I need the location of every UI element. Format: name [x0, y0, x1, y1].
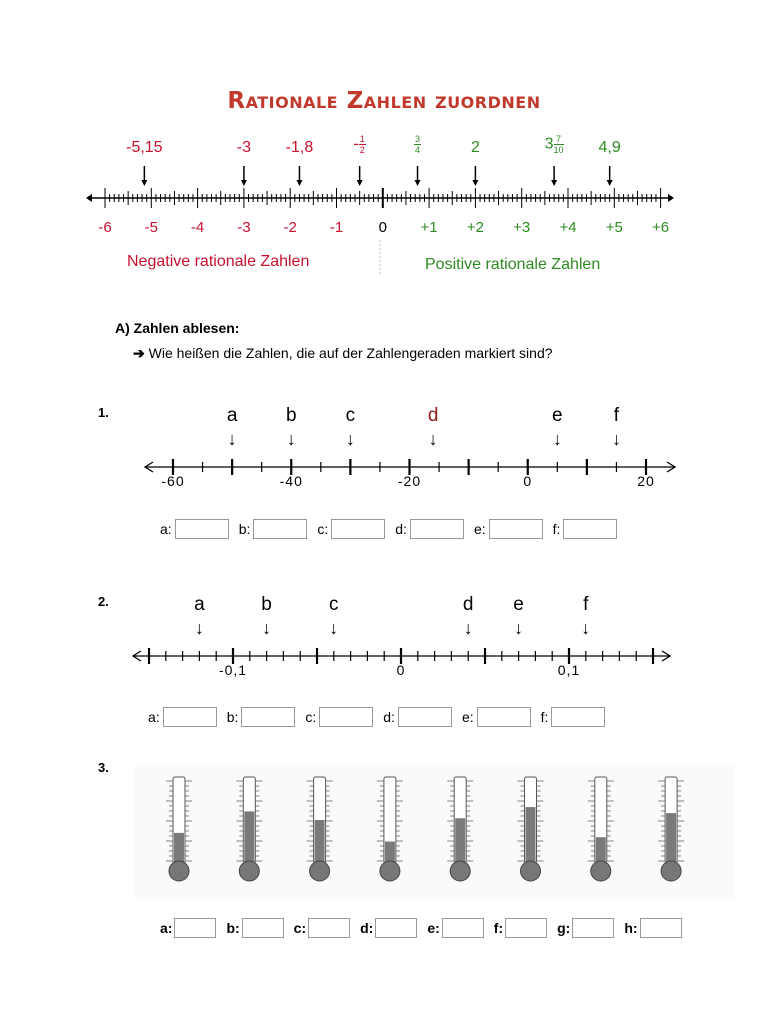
marker-letter: a [194, 594, 205, 615]
marker-letter: e [513, 594, 524, 615]
section-a-heading: A) Zahlen ablesen: [115, 320, 240, 336]
marker-letter: a [226, 405, 238, 426]
down-arrow-icon: ↓ [552, 429, 562, 449]
header-marker-arrowhead [357, 180, 363, 186]
answer-box[interactable] [163, 707, 217, 727]
header-bottom-label: +2 [466, 219, 484, 236]
answer-label: h: [624, 920, 638, 936]
answer-item [462, 707, 531, 727]
answer-box[interactable] [253, 519, 307, 539]
header-marker-arrowhead [607, 180, 613, 186]
marker-letter: b [261, 594, 272, 615]
axis-label: -40 [279, 473, 303, 489]
answer-item [317, 519, 385, 539]
answer-item [557, 918, 614, 938]
answer-box[interactable] [563, 519, 617, 539]
fraction [359, 134, 366, 155]
frac-sign: - [353, 135, 359, 153]
exercise-1-label: 1. [98, 405, 109, 420]
answer-item [383, 707, 452, 727]
answer-label: d: [395, 521, 407, 537]
marker-letter: c [345, 405, 356, 426]
answer-box[interactable] [505, 918, 547, 938]
answer-label: d: [383, 709, 395, 725]
answer-item [624, 918, 681, 938]
answer-item [553, 519, 618, 539]
frac-denominator: 2 [359, 145, 365, 155]
exercise-2-label: 2. [98, 594, 109, 609]
header-bottom-label: -3 [237, 219, 251, 236]
answer-item [148, 707, 217, 727]
header-bottom-label: -4 [190, 219, 205, 236]
header-axis-arrowhead-left [86, 194, 92, 202]
answer-label: f: [493, 920, 504, 936]
down-arrow-icon: ↓ [194, 618, 204, 638]
thermometer-bulb [661, 861, 681, 881]
positive-caption: Positive rationale Zahlen [425, 256, 601, 273]
answer-item [160, 918, 216, 938]
header-top-label [330, 134, 390, 155]
thermometer-fill [455, 818, 465, 863]
down-arrow-icon: ↓ [428, 429, 438, 449]
answer-label: a: [148, 709, 160, 725]
exercise-1-answers [160, 519, 627, 539]
answer-item [227, 707, 296, 727]
axis-label: 0 [396, 662, 406, 678]
answer-item [360, 918, 417, 938]
down-arrow-icon: ↓ [345, 429, 355, 449]
answer-box[interactable] [398, 707, 452, 727]
answer-item [541, 707, 606, 727]
header-number-line [0, 160, 768, 220]
negative-caption: Negative rationale Zahlen [127, 253, 310, 270]
thermometer-bulb [310, 861, 330, 881]
thermometer-fill [315, 820, 325, 863]
answer-label: c: [293, 920, 307, 936]
marker-letter: f [583, 594, 589, 615]
down-arrow-icon: ↓ [581, 618, 591, 638]
down-arrow-icon: ↓ [262, 618, 272, 638]
marker-letter: c [329, 594, 339, 615]
answer-item [395, 519, 464, 539]
answer-item [474, 519, 543, 539]
header-marker-arrowhead [241, 180, 247, 186]
answer-label: b: [226, 709, 239, 725]
answer-box[interactable] [308, 918, 350, 938]
header-marker-arrowhead [296, 180, 302, 186]
answer-item [494, 918, 547, 938]
header-bottom-label: -1 [329, 219, 344, 236]
exercise-3-answers [160, 918, 692, 938]
thermometer-bulb [239, 861, 259, 881]
answer-item [427, 918, 483, 938]
answer-label: a: [160, 521, 172, 537]
header-marker-arrowhead [551, 180, 557, 186]
answer-box[interactable] [640, 918, 682, 938]
marker-letter: b [285, 405, 297, 426]
answer-box[interactable] [319, 707, 373, 727]
header-bottom-label: +6 [652, 219, 670, 236]
frac-numerator: 7 [554, 134, 564, 145]
answer-label: g: [557, 920, 571, 936]
answer-box[interactable] [551, 707, 605, 727]
header-top-label: 4,9 [598, 139, 621, 156]
down-arrow-icon: ↓ [514, 618, 524, 638]
header-marker-arrowhead [415, 180, 421, 186]
exercise-3-label: 3. [98, 760, 109, 775]
exercise-2-answers [148, 707, 615, 727]
answer-label: f: [552, 521, 561, 537]
thermometer-bulb [591, 861, 611, 881]
answer-label: f: [540, 709, 549, 725]
thermometer-bulb [169, 861, 189, 881]
down-arrow-icon: ↓ [611, 429, 621, 449]
header-top-label: -1,8 [285, 139, 314, 156]
thermometer-fill [526, 807, 536, 863]
thermometer-fill [385, 842, 395, 864]
thermometer-fill [244, 811, 254, 863]
header-top-label: -3 [236, 139, 251, 156]
answer-item [226, 918, 283, 938]
thermometer-fill [174, 833, 184, 863]
answer-box[interactable] [442, 918, 484, 938]
answer-item [294, 918, 350, 938]
header-bottom-label: 0 [378, 219, 387, 236]
answer-box[interactable] [174, 918, 216, 938]
header-axis-arrowhead-right [668, 194, 674, 202]
down-arrow-icon: ↓ [227, 429, 237, 449]
section-a-instruction [133, 345, 553, 362]
answer-box[interactable] [477, 707, 531, 727]
exercise-3-thermometers [135, 765, 735, 900]
down-arrow-icon: ↓ [329, 618, 339, 638]
header-bottom-label: +3 [513, 219, 531, 236]
answer-label: b: [238, 521, 251, 537]
answer-box[interactable] [241, 707, 295, 727]
answer-box[interactable] [175, 519, 229, 539]
thermometer-fill [596, 837, 606, 863]
answer-label: e: [427, 920, 440, 936]
frac-denominator: 10 [553, 145, 564, 155]
answer-box[interactable] [331, 519, 385, 539]
axis-label: 20 [637, 473, 655, 489]
page-title: Rationale Zahlen zuordnen [227, 88, 541, 114]
answer-label: d: [360, 920, 374, 936]
header-bottom-label: -6 [98, 219, 112, 236]
marker-letter: d [462, 594, 474, 615]
answer-box[interactable] [489, 519, 543, 539]
answer-label: e: [473, 521, 486, 537]
answer-label: c: [317, 521, 329, 537]
thermometer-bulb [450, 861, 470, 881]
marker-letter: f [613, 405, 620, 426]
marker-letter: d [427, 405, 439, 426]
thermometer-bulb [380, 861, 400, 881]
header-top-label: 2 [470, 139, 480, 156]
answer-box[interactable] [410, 519, 464, 539]
down-arrow-icon: ↓ [286, 429, 296, 449]
header-top-label [524, 134, 584, 155]
fraction [554, 134, 564, 155]
answer-box[interactable] [572, 918, 614, 938]
thermometer-fill [666, 813, 676, 863]
header-marker-arrowhead [472, 180, 478, 186]
thermometer-panel-bg [135, 765, 735, 900]
frac-denominator: 4 [415, 145, 421, 155]
answer-label: a: [160, 920, 173, 936]
frac-numerator: 1 [359, 134, 365, 144]
header-bottom-label: +5 [605, 219, 623, 236]
axis-label: 0 [523, 473, 533, 489]
marker-letter: e [552, 405, 563, 426]
header-marker-arrowhead [141, 180, 147, 186]
thermometer-bulb [521, 861, 541, 881]
answer-item [160, 519, 229, 539]
header-bottom-label: +4 [559, 219, 577, 236]
answer-label: e: [461, 709, 474, 725]
header-bottom-label: +1 [420, 219, 438, 236]
header-top-label: -5,15 [126, 139, 163, 156]
answer-item [305, 707, 373, 727]
axis-label: -60 [161, 473, 185, 489]
answer-box[interactable] [375, 918, 417, 938]
axis-label: -0,1 [218, 662, 248, 678]
caption-divider [378, 240, 382, 274]
frac-numerator: 3 [415, 134, 421, 144]
header-top-label [388, 134, 448, 155]
down-arrow-icon: ↓ [463, 618, 473, 638]
fraction [414, 134, 421, 155]
answer-item [239, 519, 308, 539]
answer-label: c: [305, 709, 317, 725]
header-bottom-label: -5 [144, 219, 158, 236]
axis-label: -20 [397, 473, 422, 489]
answer-box[interactable] [242, 918, 284, 938]
frac-whole: 3 [544, 135, 554, 153]
instruction-text: Wie heißen die Zahlen, die auf der Zahlengeraden markiert sind? [148, 345, 553, 361]
header-bottom-label: -2 [283, 219, 297, 236]
axis-label: 0,1 [557, 662, 581, 678]
answer-label: b: [226, 920, 240, 936]
right-arrow-icon: ➔ [133, 345, 145, 361]
